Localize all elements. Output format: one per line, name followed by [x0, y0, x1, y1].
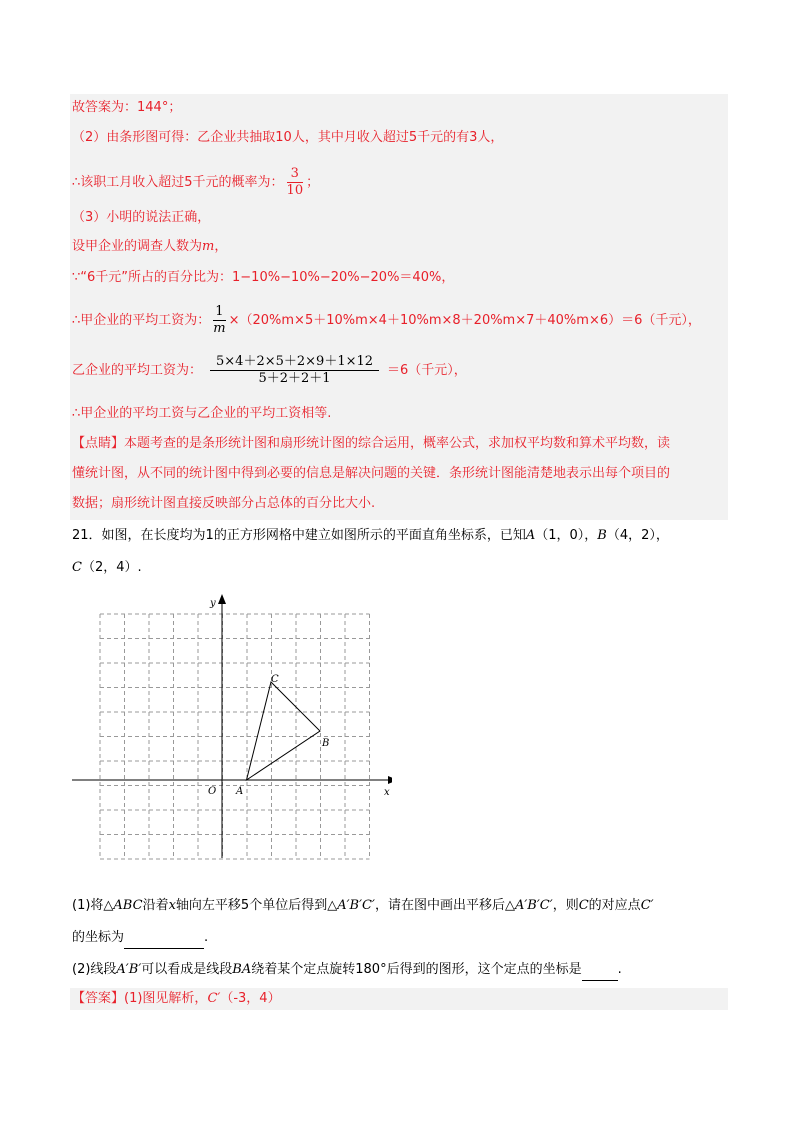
answer-blank[interactable] [124, 928, 204, 949]
comment-line-3: 数据；扇形统计图直接反映部分占总体的百分比大小. [72, 496, 376, 511]
comment-line-1 [72, 434, 670, 454]
answer-line [72, 989, 281, 1009]
answer-tag: 【答案】 [72, 991, 125, 1006]
text: ，请在图中画出平移后△ [374, 898, 515, 913]
fraction-numerator: 5×4＋2×5＋2×9＋1×12 [210, 354, 379, 371]
solution-line-5 [72, 237, 227, 257]
math: x [168, 898, 176, 913]
point-c-label: C [271, 674, 279, 685]
question-1-line-1 [72, 896, 654, 916]
point-a-label: A [236, 786, 244, 797]
text: 轴向左平移5个单位后得到△ [175, 898, 338, 913]
text: 的对应点 [588, 898, 641, 913]
text: （1，0）， [535, 528, 598, 543]
text: ∴该职工月收入超过5千元的概率为： [72, 175, 284, 190]
solution-line-2: （2）由条形图可得：乙企业共抽取10人，其中月收入超过5千元的有3人， [72, 130, 504, 145]
comment-line-2: 懂统计图，从不同的统计图中得到必要的信息是解决问题的关键．条形统计图能清楚地表示出每个项目的 [72, 466, 671, 481]
solution-line-6: ∵“6千元”所占的百分比为：1−10%−10%−20%−20%＝40%， [72, 270, 455, 285]
x-axis-label: x [384, 787, 390, 798]
fraction-numerator: 1 [213, 304, 225, 321]
text: ＝6（千元）， [387, 363, 467, 378]
math: ABC [113, 898, 143, 913]
text: ， [214, 239, 228, 254]
fraction [210, 354, 379, 387]
question-2 [72, 960, 622, 981]
math: BA [232, 962, 252, 977]
fraction [287, 166, 304, 199]
point-label: B [597, 528, 607, 543]
point-label: A [525, 528, 536, 543]
fraction-denominator: m [213, 321, 226, 336]
text: 乙企业的平均工资为： [72, 363, 203, 378]
text: 的坐标为 [72, 930, 125, 945]
text: 可以看成是线段 [141, 962, 233, 977]
text: ×（20%m×5＋10%m×4＋10%m×8＋20%m×7＋40%m×6）＝6（千元）， [228, 313, 701, 328]
triangle-abc [247, 682, 321, 780]
text: ∴甲企业的平均工资为： [72, 313, 211, 328]
math: C′ [207, 991, 221, 1006]
fraction [213, 304, 225, 337]
math: A′B′C′ [514, 898, 553, 913]
solution-line-9: ∴甲企业的平均工资与乙企业的平均工资相等. [72, 406, 332, 421]
solution-line-8 [72, 354, 467, 387]
math: A′B′ [116, 962, 142, 977]
answer-blank[interactable] [582, 960, 618, 981]
solution-line-4: （3）小明的说法正确， [72, 210, 211, 225]
text: 本题考查的是条形统计图和扇形统计图的综合运用，概率公式，求加权平均数和算术平均数，读 [124, 436, 671, 451]
problem-21-stem-2 [72, 558, 142, 578]
text: (1)将△ [72, 898, 114, 913]
solution-line-3 [72, 166, 319, 199]
text: （-3，4） [220, 991, 281, 1006]
y-axis-arrow [218, 594, 226, 604]
grid-lines [100, 614, 370, 859]
math: C [578, 898, 589, 913]
math: A′B′C′ [337, 898, 375, 913]
text: (1)图见解析， [124, 991, 208, 1006]
text: ，则 [552, 898, 579, 913]
text: （4，2）， [606, 528, 669, 543]
fraction-numerator: 3 [287, 166, 304, 183]
fraction-denominator: 10 [286, 183, 304, 198]
problem-21-stem [72, 526, 669, 546]
solution-line-7 [72, 304, 701, 337]
question-1-line-2 [72, 928, 208, 949]
y-axis-label: y [210, 598, 216, 609]
text: 设甲企业的调查人数为 [72, 239, 203, 254]
comment-tag: 【点睛】 [72, 436, 125, 451]
text: ； [306, 175, 320, 190]
text: 21．如图，在长度均为1的正方形网格中建立如图所示的平面直角坐标系，已知 [72, 528, 526, 543]
text: (2)线段 [72, 962, 117, 977]
point-b-label: B [322, 738, 330, 749]
coordinate-grid-figure [72, 590, 392, 870]
text: （2，4）. [81, 560, 142, 575]
text: 沿着 [142, 898, 169, 913]
x-axis-arrow [388, 776, 392, 784]
origin-label: O [208, 786, 217, 797]
math: C′ [640, 898, 654, 913]
fraction-denominator: 5＋2＋2＋1 [258, 371, 331, 386]
text: . [204, 930, 209, 945]
text: 绕着某个定点旋转180°后得到的图形，这个定点的坐标是 [251, 962, 582, 977]
text: . [617, 962, 622, 977]
solution-line-1: 故答案为：144°； [72, 100, 182, 115]
point-label: C [72, 560, 82, 575]
variable: m [202, 239, 215, 254]
